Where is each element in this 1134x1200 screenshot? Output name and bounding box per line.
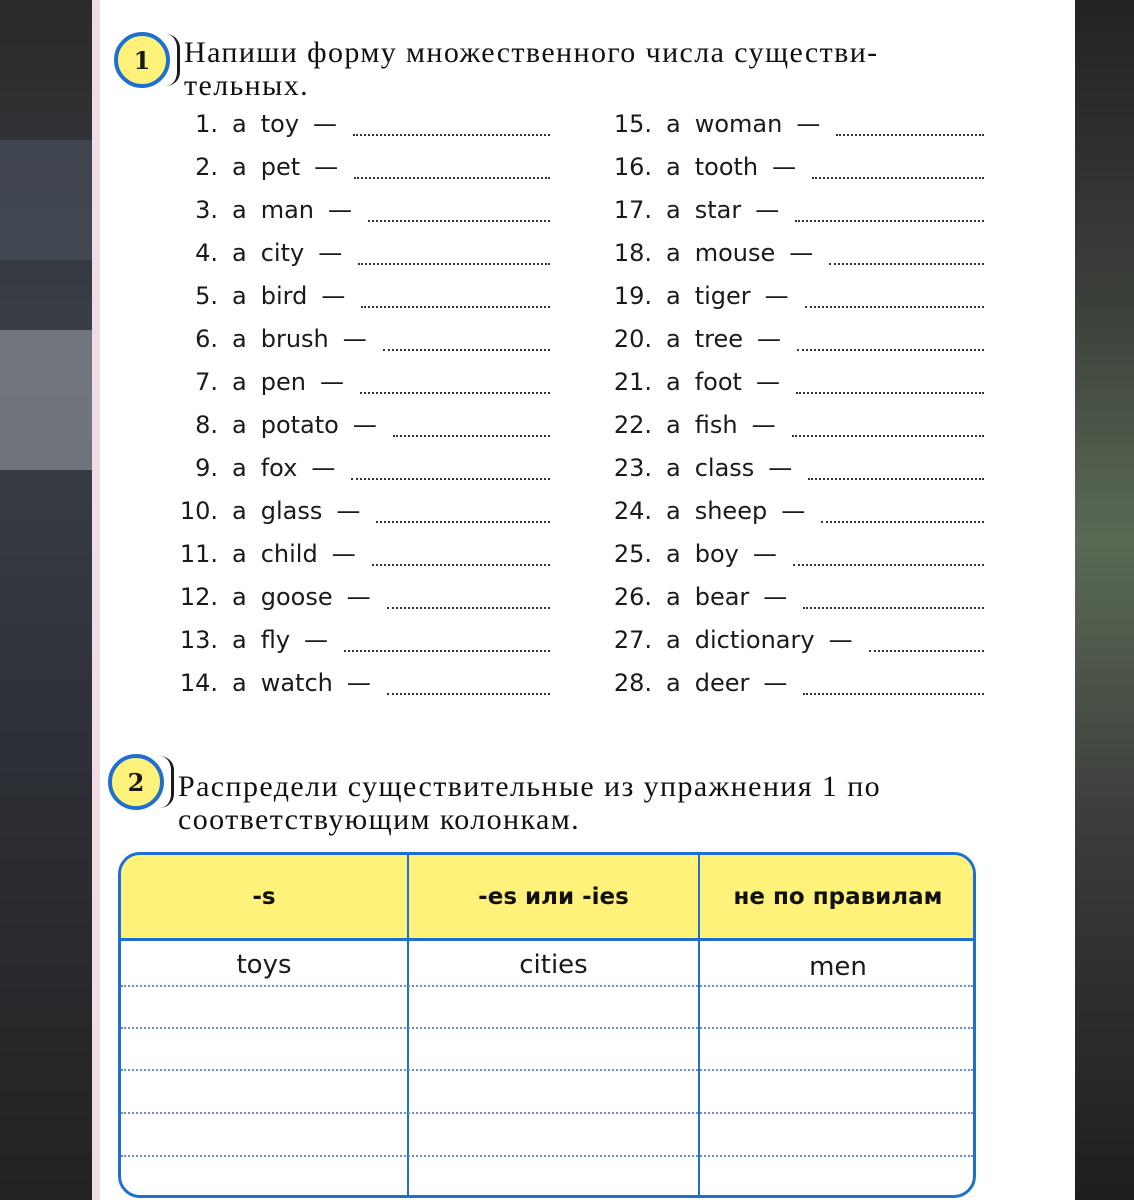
item-noun: tooth bbox=[694, 153, 759, 181]
exercise-item bbox=[606, 235, 984, 271]
item-noun: potato bbox=[260, 411, 339, 439]
item-noun: boy bbox=[694, 540, 739, 568]
row-line bbox=[121, 985, 973, 987]
exercise-item bbox=[176, 579, 550, 615]
exercise-item bbox=[606, 622, 984, 658]
item-article: a bbox=[232, 110, 247, 138]
item-number: 18. bbox=[613, 239, 652, 267]
item-number: 28. bbox=[613, 669, 652, 697]
item-article: a bbox=[232, 497, 247, 525]
item-dash: — bbox=[346, 669, 371, 697]
item-number: 9. bbox=[195, 454, 218, 482]
row-line bbox=[121, 1069, 973, 1071]
answer-blank[interactable] bbox=[805, 304, 984, 308]
item-number: 16. bbox=[613, 153, 652, 181]
answer-blank[interactable] bbox=[372, 562, 550, 566]
item-dash: — bbox=[313, 110, 338, 138]
item-dash: — bbox=[789, 239, 814, 267]
item-dash: — bbox=[328, 196, 353, 224]
exercise-item bbox=[606, 450, 984, 486]
exercise-item bbox=[606, 407, 984, 443]
item-number: 6. bbox=[195, 325, 218, 353]
item-article: a bbox=[666, 282, 681, 310]
item-dash: — bbox=[321, 282, 346, 310]
exercise-item bbox=[176, 493, 550, 529]
answer-blank[interactable] bbox=[393, 433, 550, 437]
item-noun: glass bbox=[260, 497, 323, 525]
answer-blank[interactable] bbox=[351, 476, 550, 480]
item-article: a bbox=[232, 325, 247, 353]
item-dash: — bbox=[342, 325, 367, 353]
exercise-item bbox=[176, 407, 550, 443]
item-noun: dictionary bbox=[694, 626, 815, 654]
item-article: a bbox=[232, 368, 247, 396]
table-header-es-ies: -es или -ies bbox=[478, 883, 629, 910]
item-dash: — bbox=[752, 540, 777, 568]
item-article: a bbox=[666, 497, 681, 525]
item-article: a bbox=[666, 411, 681, 439]
badge-bracket bbox=[160, 756, 174, 808]
answer-blank[interactable] bbox=[354, 175, 550, 179]
sorting-table bbox=[118, 852, 976, 1198]
item-number: 21. bbox=[613, 368, 652, 396]
item-dash: — bbox=[757, 325, 781, 353]
answer-blank[interactable] bbox=[812, 175, 984, 179]
answer-blank[interactable] bbox=[797, 347, 984, 351]
task-number-badge: 2 bbox=[108, 754, 164, 810]
column-divider bbox=[407, 855, 409, 1195]
item-dash: — bbox=[763, 669, 788, 697]
exercise-item bbox=[176, 192, 550, 228]
page-edge bbox=[92, 0, 100, 1200]
item-noun: deer bbox=[694, 669, 750, 697]
item-dash: — bbox=[304, 626, 329, 654]
item-article: a bbox=[666, 540, 681, 568]
item-article: a bbox=[666, 583, 681, 611]
item-dash: — bbox=[764, 282, 789, 310]
item-noun: star bbox=[694, 196, 742, 224]
item-dash: — bbox=[751, 411, 776, 439]
answer-blank[interactable] bbox=[796, 390, 984, 394]
item-dash: — bbox=[319, 368, 344, 396]
item-noun: sheep bbox=[694, 497, 768, 525]
answer-blank[interactable] bbox=[387, 691, 550, 695]
item-noun: child bbox=[260, 540, 318, 568]
answer-blank[interactable] bbox=[387, 605, 550, 609]
item-number: 14. bbox=[179, 669, 218, 697]
item-article: a bbox=[232, 282, 247, 310]
item-article: a bbox=[666, 239, 681, 267]
item-noun: pet bbox=[260, 153, 301, 181]
answer-blank[interactable] bbox=[821, 519, 984, 523]
item-article: a bbox=[666, 110, 681, 138]
answer-blank[interactable] bbox=[793, 562, 984, 566]
row-line bbox=[121, 1027, 973, 1029]
exercise-item bbox=[176, 622, 550, 658]
exercise-item bbox=[176, 106, 550, 142]
item-noun: foot bbox=[694, 368, 742, 396]
exercise-item bbox=[176, 321, 550, 357]
item-number: 15. bbox=[613, 110, 652, 138]
item-number: 23. bbox=[613, 454, 652, 482]
exercise-item bbox=[176, 278, 550, 314]
background-right bbox=[1075, 0, 1134, 1200]
item-dash: — bbox=[768, 454, 793, 482]
item-number: 5. bbox=[195, 282, 218, 310]
item-article: a bbox=[666, 626, 681, 654]
exercise-item bbox=[176, 149, 550, 185]
exercise-item bbox=[176, 235, 550, 271]
item-article: a bbox=[232, 196, 247, 224]
exercise-item bbox=[606, 106, 984, 142]
item-dash: — bbox=[763, 583, 788, 611]
item-noun: fish bbox=[694, 411, 738, 439]
item-noun: tree bbox=[694, 325, 743, 353]
answer-blank[interactable] bbox=[376, 519, 550, 523]
table-cell[interactable]: men bbox=[809, 952, 867, 982]
item-number: 24. bbox=[613, 497, 652, 525]
item-article: a bbox=[666, 153, 681, 181]
item-noun: fly bbox=[260, 626, 291, 654]
answer-blank[interactable] bbox=[808, 476, 984, 480]
item-article: a bbox=[232, 583, 247, 611]
item-number: 22. bbox=[613, 411, 652, 439]
item-number: 8. bbox=[195, 411, 218, 439]
exercise-item bbox=[176, 364, 550, 400]
item-noun: bear bbox=[694, 583, 750, 611]
item-dash: — bbox=[331, 540, 356, 568]
item-dash: — bbox=[781, 497, 806, 525]
background-blur bbox=[0, 140, 92, 260]
exercise-item bbox=[606, 493, 984, 529]
item-noun: toy bbox=[260, 110, 300, 138]
exercise-item bbox=[606, 149, 984, 185]
item-article: a bbox=[666, 454, 681, 482]
item-article: a bbox=[666, 368, 681, 396]
item-number: 10. bbox=[179, 497, 218, 525]
item-dash: — bbox=[352, 411, 377, 439]
answer-blank[interactable] bbox=[344, 648, 550, 652]
exercise-item bbox=[606, 192, 984, 228]
item-article: a bbox=[232, 411, 247, 439]
item-number: 20. bbox=[613, 325, 652, 353]
item-noun: brush bbox=[260, 325, 329, 353]
item-number: 13. bbox=[179, 626, 218, 654]
column-divider bbox=[698, 855, 700, 1195]
background-left bbox=[0, 0, 92, 1200]
table-cell[interactable]: cities bbox=[519, 950, 588, 980]
badge-bracket bbox=[166, 34, 180, 86]
background-blur bbox=[0, 330, 92, 470]
item-number: 27. bbox=[613, 626, 652, 654]
answer-blank[interactable] bbox=[869, 648, 984, 652]
item-article: a bbox=[666, 325, 681, 353]
item-noun: woman bbox=[694, 110, 783, 138]
item-dash: — bbox=[318, 239, 343, 267]
item-article: a bbox=[232, 626, 247, 654]
table-header-s: -s bbox=[252, 883, 276, 910]
item-noun: watch bbox=[260, 669, 333, 697]
item-number: 4. bbox=[195, 239, 218, 267]
exercise-item bbox=[606, 665, 984, 701]
item-noun: tiger bbox=[694, 282, 751, 310]
answer-blank[interactable] bbox=[383, 347, 550, 351]
item-noun: goose bbox=[260, 583, 333, 611]
answer-blank[interactable] bbox=[792, 433, 984, 437]
item-number: 3. bbox=[195, 196, 218, 224]
item-dash: — bbox=[311, 454, 336, 482]
item-number: 26. bbox=[613, 583, 652, 611]
item-article: a bbox=[232, 669, 247, 697]
item-dash: — bbox=[336, 497, 361, 525]
answer-blank[interactable] bbox=[836, 132, 984, 136]
item-article: a bbox=[232, 239, 247, 267]
answer-blank[interactable] bbox=[361, 304, 550, 308]
answer-blank[interactable] bbox=[360, 390, 550, 394]
table-cell[interactable]: toys bbox=[236, 950, 292, 980]
answer-blank[interactable] bbox=[353, 132, 550, 136]
item-number: 19. bbox=[613, 282, 652, 310]
item-dash: — bbox=[314, 153, 339, 181]
item-noun: class bbox=[694, 454, 755, 482]
item-dash: — bbox=[346, 583, 371, 611]
task-number-badge: 1 bbox=[114, 32, 170, 88]
item-number: 12. bbox=[179, 583, 218, 611]
item-article: a bbox=[232, 540, 247, 568]
item-noun: fox bbox=[260, 454, 298, 482]
task1-instruction-line1: Напиши форму множественного числа существи- bbox=[184, 36, 879, 69]
answer-blank[interactable] bbox=[803, 691, 984, 695]
exercise-item bbox=[606, 579, 984, 615]
worksheet-page bbox=[92, 0, 1075, 1200]
item-noun: pen bbox=[260, 368, 306, 396]
exercise-item bbox=[606, 321, 984, 357]
task2-instruction-line2: соответствующим колонкам. bbox=[178, 803, 581, 836]
exercise-item bbox=[606, 536, 984, 572]
exercise-item bbox=[606, 278, 984, 314]
item-dash: — bbox=[755, 196, 780, 224]
item-number: 17. bbox=[613, 196, 652, 224]
exercise-item bbox=[176, 450, 550, 486]
item-number: 2. bbox=[195, 153, 218, 181]
item-article: a bbox=[232, 153, 247, 181]
item-dash: — bbox=[828, 626, 853, 654]
item-noun: bird bbox=[260, 282, 308, 310]
task2-instruction-line1: Распредели существительные из упражнения 1 по bbox=[178, 770, 882, 803]
row-line bbox=[121, 1112, 973, 1114]
row-line bbox=[121, 1155, 973, 1157]
item-noun: city bbox=[260, 239, 305, 267]
answer-blank[interactable] bbox=[368, 218, 550, 222]
answer-blank[interactable] bbox=[795, 218, 984, 222]
answer-blank[interactable] bbox=[829, 261, 984, 265]
item-dash: — bbox=[755, 368, 780, 396]
item-dash: — bbox=[796, 110, 821, 138]
item-number: 11. bbox=[179, 540, 218, 568]
item-noun: man bbox=[260, 196, 315, 224]
exercise-item bbox=[606, 364, 984, 400]
item-dash: — bbox=[772, 153, 797, 181]
item-number: 25. bbox=[613, 540, 652, 568]
item-article: a bbox=[666, 196, 681, 224]
answer-blank[interactable] bbox=[803, 605, 984, 609]
item-article: a bbox=[232, 454, 247, 482]
exercise-item bbox=[176, 665, 550, 701]
item-noun: mouse bbox=[694, 239, 776, 267]
item-number: 1. bbox=[195, 110, 218, 138]
task1-instruction-line2: тельных. bbox=[184, 69, 309, 102]
item-number: 7. bbox=[195, 368, 218, 396]
table-header-irregular: не по правилам bbox=[733, 883, 943, 910]
answer-blank[interactable] bbox=[358, 261, 550, 265]
item-article: a bbox=[666, 669, 681, 697]
exercise-item bbox=[176, 536, 550, 572]
